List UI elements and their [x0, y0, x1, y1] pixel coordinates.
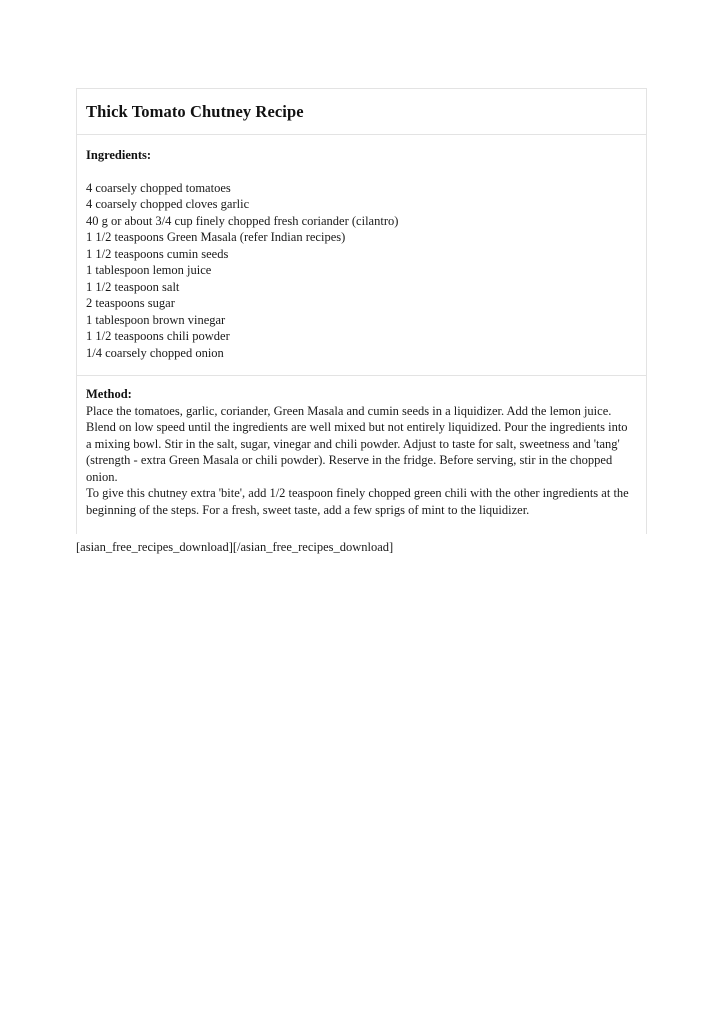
footer-shortcode: [asian_free_recipes_download][/asian_free_recipes_download]	[76, 540, 394, 554]
list-item: 1 tablespoon brown vinegar	[86, 312, 226, 327]
method-heading: Method:	[86, 387, 132, 402]
ingredients-section	[77, 135, 646, 376]
ingredients-spacer	[86, 163, 638, 180]
recipe-card	[76, 88, 647, 534]
method-paragraph: Place the tomatoes, garlic, coriander, Green Masala and cumin seeds in a liquidizer. Add the lemon juice. Blend on low speed until the ingredients are well mixed but not entirely liquidized. Pour the ingredients into a mixing bowl. Stir in the salt, sugar, vinegar and chili powder. Adjust to taste for salt, sweetness and 'tang' (strength - extra Green Masala or chili powder). Reserve in the fridge. Before serving, stir in the chopped onion.	[86, 403, 628, 484]
ingredients-heading: Ingredients:	[86, 147, 152, 162]
method-paragraph: To give this chutney extra 'bite', add 1/2 teaspoon finely chopped green chili with the other ingredients at the beginning of the steps. For a fresh, sweet taste, add a few sprigs of mint to the liquidizer.	[86, 486, 629, 517]
list-item: 4 coarsely chopped cloves garlic	[86, 197, 250, 212]
list-item: 1 tablespoon lemon juice	[86, 263, 212, 278]
list-item: 2 teaspoons sugar	[86, 296, 175, 311]
list-item: 1/4 coarsely chopped onion	[86, 345, 224, 360]
list-item: 4 coarsely chopped tomatoes	[86, 180, 231, 195]
page-title: Thick Tomato Chutney Recipe	[86, 102, 304, 121]
list-item: 40 g or about 3/4 cup finely chopped fresh coriander (cilantro)	[86, 213, 399, 228]
list-item: 1 1/2 teaspoons cumin seeds	[86, 246, 229, 261]
list-item: 1 1/2 teaspoons Green Masala (refer Indian recipes)	[86, 230, 346, 245]
method-section	[77, 376, 646, 534]
list-item: 1 1/2 teaspoons chili powder	[86, 329, 230, 344]
ingredients-list	[86, 180, 638, 362]
recipe-title-section	[77, 89, 646, 134]
list-item: 1 1/2 teaspoon salt	[86, 279, 180, 294]
